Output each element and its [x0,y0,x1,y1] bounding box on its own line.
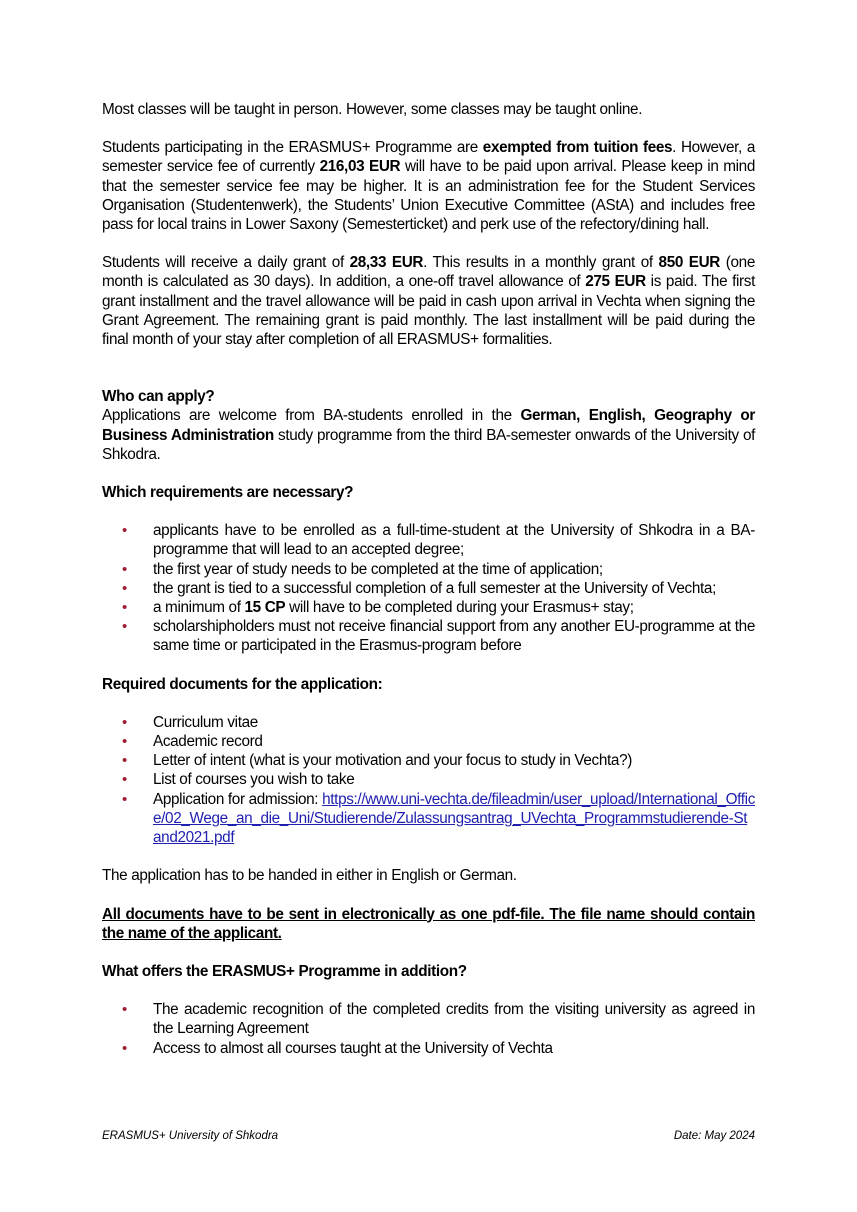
text: will have to be completed during your Erasmus+ stay; [285,599,634,617]
bullet-icon: • [122,713,127,731]
bullet-icon: • [122,579,127,597]
text: . This results in a monthly grant of [423,254,659,272]
list-item [102,1000,755,1038]
requirements-heading: Which requirements are necessary? [102,484,354,502]
list-item [102,579,755,598]
bullet-icon: • [122,560,127,578]
page-footer [102,1130,755,1142]
text: . However, a semester service fee of currently [102,139,755,176]
text: Students will receive a daily grant of [102,254,350,272]
document-page [102,100,755,1058]
bullet-icon: • [122,599,127,617]
service-fee-amount: 216,03 EUR [319,158,401,176]
documents-list [102,713,755,847]
text: is paid. The first grant installment and the travel allowance will be paid in cash upon arrival in Vechta when signing the Grant Agreement. The remaining grant is paid monthly. The last installment will be paid during the final month of your stay after completion of all ERASMUS+ formalities. [102,273,755,349]
who-can-apply-heading: Who can apply? [102,388,215,406]
bullet-icon: • [122,733,127,751]
bullet-icon: • [122,618,127,636]
text: a minimum of [153,599,245,617]
tuition-paragraph [102,138,755,234]
footer-institution: ERASMUS+ University of Shkodra [102,1130,279,1142]
bullet-icon: • [122,771,127,789]
offers-heading: What offers the ERASMUS+ Programme in addition? [102,962,467,980]
travel-allowance-amount: 275 EUR [585,273,646,291]
documents-heading: Required documents for the application: [102,675,383,693]
text: Curriculum vitae [153,713,258,731]
bullet-icon: • [122,1001,127,1019]
grant-paragraph [102,253,755,349]
text: scholarshipholders must not receive financial support from any another EU-programme at the same time or participated in the Erasmus-program before [153,618,755,655]
programmes-emphasis: German, English, Geography or Business Administration [102,407,756,444]
list-item [102,770,755,789]
text: Application for admission: [153,790,323,808]
submission-notice: All documents have to be sent in electronically as one pdf-file. The file name should contain the name of the applicant. [102,905,755,942]
text: the grant is tied to a successful completion of a full semester at the University of Vechta; [153,579,716,597]
text: Letter of intent (what is your motivation and your focus to study in Vechta?) [153,752,632,770]
text: applicants have to be enrolled as a full-time-student at the University of Shkodra in a BA-programme that will lead to an accepted degree; [153,522,755,559]
language-note: The application has to be handed in either in English or German. [102,867,517,885]
list-item [102,790,755,848]
text: Students participating in the ERASMUS+ Programme are [102,139,483,157]
list-item [102,751,755,770]
who-can-apply-text [102,406,755,464]
list-item [102,598,755,617]
list-item [102,732,755,751]
text: The academic recognition of the completed credits from the visiting university as agreed in the Learning Agreement [153,1001,755,1038]
credit-points-emphasis: 15 CP [244,599,286,617]
admission-form-link[interactable]: https://www.uni-vechta.de/fileadmin/user_upload/International_Office/02_Wege_an_die_Uni/Studierende/Zulassungsantrag_UVechta_Programmstudierende-Stand2021.pdf [153,790,755,847]
text: Academic record [153,733,263,751]
text: Access to almost all courses taught at the University of Vechta [153,1039,553,1057]
text: Applications are welcome from BA-students enrolled in the [102,407,521,425]
bullet-icon: • [122,790,127,808]
list-item [102,713,755,732]
list-item [102,1039,755,1058]
text: will have to be paid upon arrival. Please keep in mind that the semester service fee may be higher. It is an administration fee for the Student Services Organisation (Studentenwerk), the Students’ Union Executive Committee (AStA) and includes free pass for local trains in Lower Saxony (Semesterticket) and perk use of the refectory/dining hall. [102,158,755,234]
list-item [102,617,755,655]
text: study programme from the third BA-semester onwards of the University of Shkodra. [102,426,755,463]
bullet-icon: • [122,752,127,770]
monthly-grant-amount: 850 EUR [658,254,721,272]
text: List of courses you wish to take [153,771,355,789]
daily-grant-amount: 28,33 EUR [349,254,424,272]
text: the first year of study needs to be completed at the time of application; [153,560,603,578]
bullet-icon: • [122,522,127,540]
offers-list [102,1000,755,1058]
bullet-icon: • [122,1039,127,1057]
classes-paragraph: Most classes will be taught in person. However, some classes may be taught online. [102,101,643,118]
list-item [102,560,755,579]
text: (one month is calculated as 30 days). In addition, a one-off travel allowance of [102,254,755,291]
footer-date: Date: May 2024 [673,1130,755,1142]
tuition-exempt-emphasis: exempted from tuition fees [482,139,673,157]
requirements-list [102,521,755,655]
list-item [102,521,755,559]
